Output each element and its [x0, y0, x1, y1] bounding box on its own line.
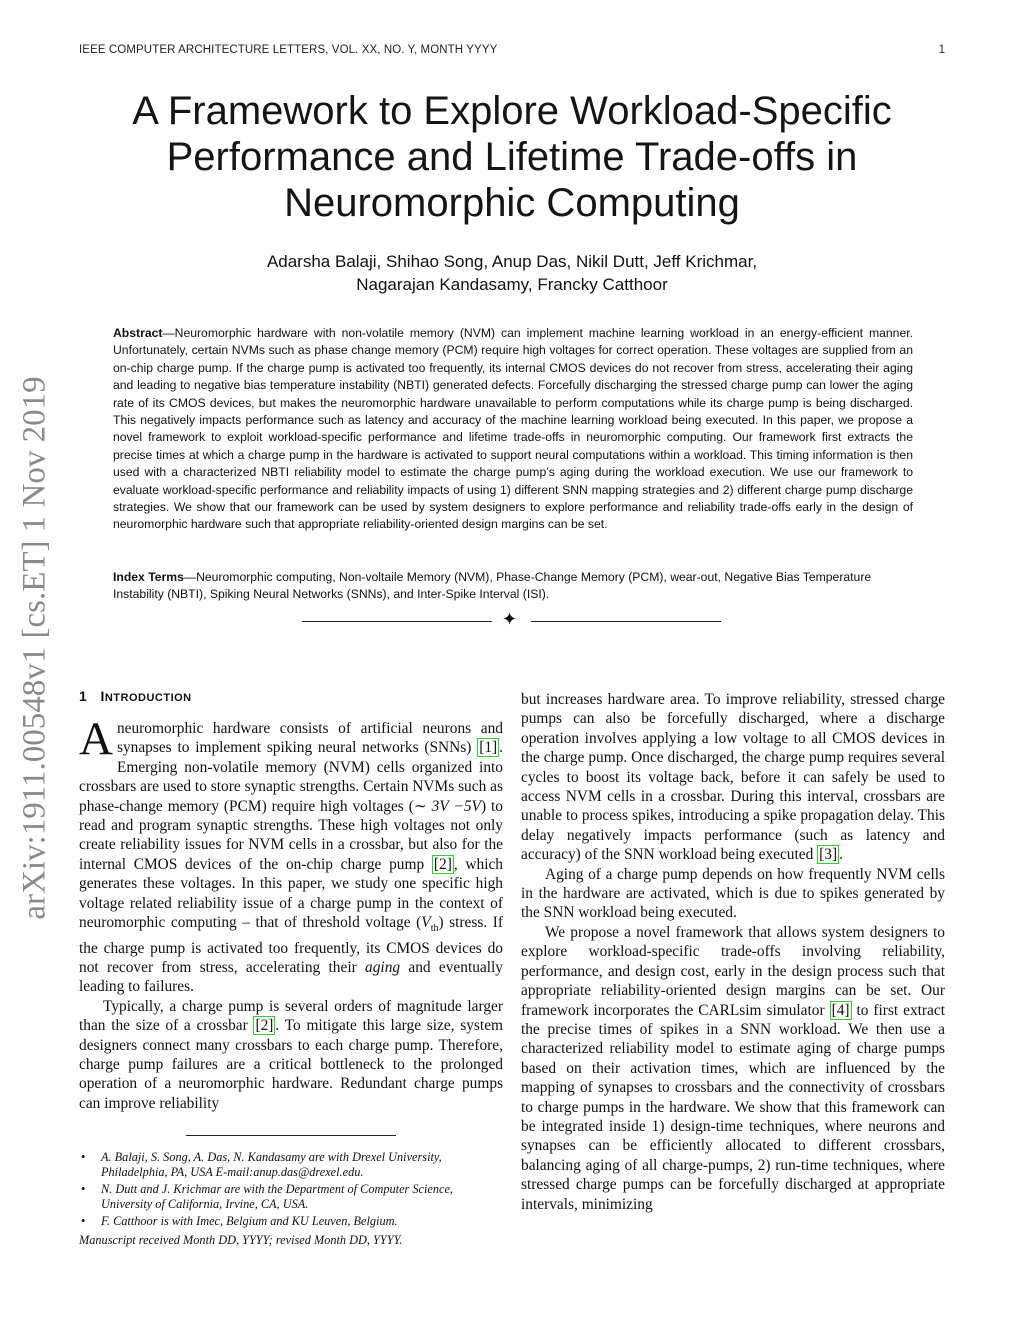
right-column — [521, 690, 945, 1214]
index-terms-text: Neuromorphic computing, Non-voltaile Memory (NVM), Phase-Change Memory (PCM), wear-out, Negative Bias Temperature Instability (NBTI), Spiking Neural Networks (SNNs), and Inter-Spike Interval (ISI). — [113, 570, 872, 602]
text-run: ) to read and program synaptic strengths. These high voltages not only create reliability issues for NVM cells in a crossbar, but also for the internal CMOS devices of the on-chip charge pump — [79, 797, 503, 873]
author-line: Adarsha Balaji, Shihao Song, Anup Das, Nikil Dutt, Jeff Krichmar, — [266, 252, 758, 271]
text-run: but increases hardware area. To improve reliability, stressed charge pumps can also be forcefully discharged, where a discharge operation involves applying a low voltage to all CMOS devices in the charge pump. Once discharged, the charge pump requires several cycles to boost its voltage back, before it can safely be used to access NVM cells in a crossbar. During this interval, crossbars are unable to process spikes, introducing a spike propagation delay. This delay negatively impacts performance (such as latency and accuracy) of the SNN workload being executed — [521, 691, 945, 864]
math-voltage: ∼ 3V −5V — [413, 797, 481, 815]
abstract-dash: — — [162, 326, 175, 340]
footnote-text: N. Dutt and J. Krichmar are with the Department of Computer Science, University of California, Irvine, CA, USA. — [101, 1181, 454, 1212]
abstract-label: Abstract — [113, 326, 163, 340]
index-terms-label: Index Terms — [113, 570, 184, 584]
citation-link[interactable]: [2] — [433, 855, 452, 873]
bullet-icon: • — [81, 1150, 86, 1164]
footnote-item — [79, 1214, 503, 1229]
paper-title — [79, 88, 945, 226]
text-run: . Emerging non-volatile memory (NVM) cells organized into crossbars are used to store synaptic strengths. Certain NVMs such as phase-change memory (PCM) require high voltages ( — [79, 739, 503, 815]
arxiv-stamp-text: arXiv:1911.00548v1 [cs.ET] 1 Nov 2019 — [16, 376, 53, 920]
section-title-rest: NTRODUCTION — [104, 692, 192, 704]
index-terms — [113, 569, 913, 604]
title-line: Performance and Lifetime Trade-offs in — [166, 135, 858, 179]
author-line: Nagarajan Kandasamy, Francky Catthoor — [356, 275, 668, 294]
paragraph — [521, 690, 945, 865]
paragraph: Aging of a charge pump depends on how frequently NVM cells in the hardware are activated, which is due to spikes generated by the SNN workload being executed. — [521, 865, 945, 922]
footnote-text: A. Balaji, S. Song, A. Das, N. Kandasamy are with Drexel University, Philadelphia, PA, USA E-mail:anup.das@drexel.edu. — [101, 1150, 442, 1180]
text-run: neuromorphic hardware consists of artificial neurons and synapses to implement spiking neural networks (SNNs) — [116, 720, 503, 757]
paragraph — [79, 713, 503, 997]
text-run: ) stress. If the charge pump is activated too frequently, its CMOS devices do not recover from stress, accelerating their — [79, 914, 503, 976]
left-column — [79, 713, 503, 1113]
arxiv-stamp — [0, 0, 62, 1325]
text-run: to first extract the precise times of spikes in a SNN workload. We then use a characterized reliability model to estimate aging of charge pumps based on their activation times, which are influenced by the mapping of synapses to crossbars and the connectivity of crossbars to charge pumps in the hardware. We show that this framework can be integrated inside 1) design-time techniques, where neurons and synapses can be efficiently allocated to different crossbars, balancing aging of all charge-pumps, 2) run-time techniques, where stressed charge pumps can be forcefully discharged at appropriate intervals, minimizing — [521, 1001, 945, 1213]
footnote-text: F. Catthoor is with Imec, Belgium and KU Leuven, Belgium. — [101, 1213, 398, 1228]
author-list — [79, 250, 945, 296]
text-run: , which generates these voltages. In this paper, we study one specific high voltage related reliability issue of a charge pump in the context of neuromorphic computing – that of threshold voltage ( — [79, 855, 503, 932]
citation-link[interactable]: [3] — [819, 846, 838, 864]
bullet-icon: • — [81, 1181, 86, 1196]
section-heading — [79, 688, 192, 704]
divider-star-icon: ✦ — [502, 609, 518, 630]
title-line: Neuromorphic Computing — [284, 181, 740, 225]
emphasis-aging: aging — [365, 958, 401, 976]
section-title-initial: I — [100, 688, 105, 704]
paragraph — [79, 997, 503, 1113]
abstract — [113, 325, 913, 534]
text-run: . To mitigate this large size, system designers connect many crossbars to each charge pump. Therefore, charge pump failures are a critical bottleneck to the prolonged operation of a neuromorphic hardware. Redundant charge pumps can improve reliability — [79, 1017, 503, 1112]
citation-link[interactable]: [2] — [255, 1017, 274, 1035]
math-vth: V — [421, 914, 431, 932]
page-number: 1 — [938, 44, 945, 56]
footnote-rule — [186, 1135, 396, 1136]
footnote-item — [79, 1150, 503, 1181]
text-run: We propose a novel framework that allows system designers to explore workload-specific trade-offs involving reliability, performance, and design cost, early in the design process such that appropriate reliability-oriented design margins can be set. Our framework incorporates the CARLsim simulator — [521, 923, 945, 1019]
section-number: 1 — [79, 688, 88, 704]
bullet-icon: • — [81, 1213, 86, 1228]
divider-right — [531, 621, 721, 622]
title-line: A Framework to Explore Workload-Specific — [132, 89, 892, 133]
citation-link[interactable]: [4] — [831, 1001, 850, 1019]
running-header: IEEE COMPUTER ARCHITECTURE LETTERS, VOL. XX, NO. Y, MONTH YYYY — [79, 44, 498, 56]
index-terms-dash: — — [183, 570, 197, 584]
citation-link[interactable]: [1] — [479, 739, 498, 757]
drop-cap: A — [79, 713, 113, 765]
abstract-text: Neuromorphic hardware with non-volatile memory (NVM) can implement machine learning workload in an energy-efficient manner. Unfortunately, certain NVMs such as phase change memory (PCM) require high voltages for correct operation. These voltages are supplied from an on-chip charge pump. If the charge pump is activated too frequently, its internal CMOS devices do not recover from stress, accelerating their aging and leading to negative bias temperature instability (NBTI) generated defects. Forcefully discharging the stressed charge pump can lower the aging rate of its CMOS devices, but makes the neuromorphic hardware unavailable to perform computations while its charge pump is being discharged. This negatively impacts performance such as latency and accuracy of the machine learning workload being executed. In this paper, we propose a novel framework to exploit workload-specific performance and lifetime trade-offs in neuromorphic computing. Our framework first extracts the precise times at which a charge pump in the hardware is activated to support neural computations within a workload. This timing information is then used with a characterized NBTI reliability model to estimate the charge pump’s aging during the workload execution. We use our framework to evaluate workload-specific performance and reliability impacts of using 1) different SNN mapping strategies and 2) different charge pump discharge strategies. We show that our framework can be used by system designers to explore performance and reliability trade-offs early in the design of neuromorphic hardware such that appropriate reliability-oriented design margins can be set. — [113, 326, 913, 532]
paragraph — [521, 923, 945, 1214]
text-run: and eventually leading to failures. — [79, 958, 503, 996]
footnotes — [79, 1150, 503, 1230]
footnote-item — [79, 1182, 503, 1213]
text-run: Typically, a charge pump is several orders of magnitude larger than the size of a crossbar — [79, 997, 503, 1035]
text-run: . — [839, 846, 843, 864]
manuscript-note: Manuscript received Month DD, YYYY; revised Month DD, YYYY. — [79, 1233, 403, 1247]
divider-left — [302, 621, 492, 622]
math-vth-sub: th — [430, 923, 439, 935]
